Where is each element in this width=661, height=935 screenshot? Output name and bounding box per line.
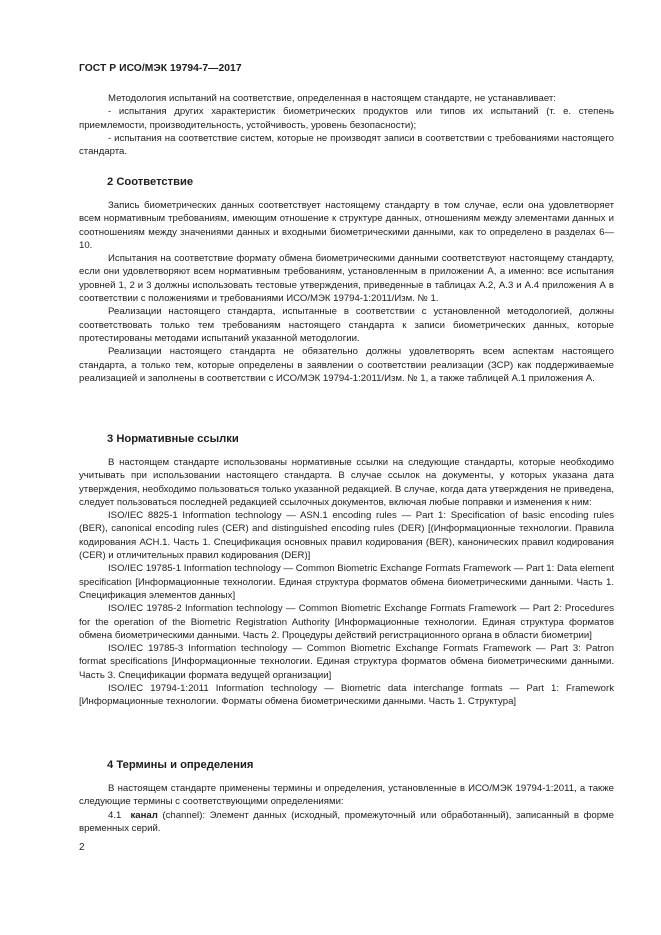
section-2-paragraph: Реализации настоящего стандарта, испытанные в соответствии с установленной методологией, должны соответствовать только тем требованиям настоящего стандарта к записи биометрических данных, которые протестированы методами испытаний указанной методологии. [79,306,614,344]
normative-reference: ISO/IEC 8825-1 Information technology — ASN.1 encoding rules — Part 1: Specification of basic encoding rules (BER), canonical encoding rules (CER) and distinguished encoding rules (DER) [(Информационные технологии. Правила кодирования АСН.1. Часть 1. Спецификация основных правил кодирования (BER), канонических правил кодирования (CER) и отличительных правил кодирования (DER)] [79,510,614,562]
intro-block [79,92,614,158]
term-name: канал [130,809,158,821]
section-2-heading: 2 Соответствие [107,176,194,188]
section-3-paragraph: В настоящем стандарте использованы нормативные ссылки на следующие стандарты, которые необходимо учитывать при использовании настоящего стандарта. В случае ссылок на документы, у которых указана дата утверждения, необходимо пользоваться только указанной редакцией. В случае, когда дата утверждения не приведена, следует пользоваться последней редакцией ссылочных документов, включая любые поправки и изменения к ним: [79,457,614,508]
page-header: ГОСТ Р ИСО/МЭК 19794-7—2017 [79,63,242,74]
section-4-heading: 4 Термины и определения [107,759,254,771]
intro-list-item: - испытания на соответствие систем, которые не производят записи в соответствии с требованиями настоящего стандарта. [79,132,614,158]
intro-list-item: - испытания других характеристик биометрических продуктов или типов их испытаний (т. е. степень приемлемости, производительность, устойчивость, уровень безопасности); [79,106,614,131]
section-2-body [79,199,614,385]
normative-reference: ISO/IEC 19785-2 Information technology — Common Biometric Exchange Formats Framework — Part 2: Procedures for the operation of the Biometric Registration Authority [Информационные технологии. Единая структура форматов обмена биометрическими данными. Часть 2. Процедуры действий регистрационного органа в области биометрии] [79,603,614,641]
section-2-paragraph: Реализации настоящего стандарта не обязательно должны удовлетворять всем аспектам настоящего стандарта, а только тем, которые определены в заявлении о соответствии реализации (ЗСР) как поддерживаемые реализацией и заполнены в соответствии с ИСО/МЭК 19794-1:2011/Изм. № 1, а также таблицей А.1 приложения А. [79,346,614,384]
intro-paragraph: Методология испытаний на соответствие, определенная в настоящем стандарте, не устанавливает: [108,93,556,104]
term-number: 4.1 [108,809,122,821]
section-2-paragraph: Испытания на соответствие формату обмена биометрическими данными соответствуют настоящему стандарту, если они удовлетворяют всем нормативным требованиям, установленным в приложении А, а именно: все испытания уровней 1, 2 и 3 должны использовать тестовые утверждения, приведенные в таблицах А.2, А.3 и А.4 приложения А в соответствии с положениями и требованиями ИСО/МЭК 19794-1:2011/Изм. № 1. [79,253,614,305]
page-number: 2 [79,842,85,853]
normative-reference: ISO/IEC 19785-3 Information technology — Common Biometric Exchange Formats Framework — Part 3: Patron format specifications [Информационные технологии. Единая структура форматов обмена биометрическими данными. Часть 3. Спецификации формата ведущей организации] [79,643,614,681]
section-4-paragraph: В настоящем стандарте применены термины и определения, установленные в ИСО/МЭК 19794-1:2011, а также следующие термины с соответствующими определениями: [79,783,614,808]
section-2-paragraph: Запись биометрических данных соответствует настоящему стандарту в том случае, если она удовлетворяет всем нормативным требованиям, имеющим отношение к структуре данных, отношениям между элементами данных и соотношениям между значениями данных и входными биометрическими данными, как то определено в разделах 6—10. [79,200,614,251]
normative-reference: ISO/IEC 19785-1 Information technology — Common Biometric Exchange Formats Framework — Part 1: Data element specification [Информационные технологии. Единая структура форматов обмена биометрическими данными. Часть 1. Спецификация элементов данных] [79,563,615,601]
term-definition: (channel): Элемент данных (исходный, промежуточный или обработанный), записанный в форме временных серий. [79,809,614,834]
section-3-heading: 3 Нормативные ссылки [107,433,239,445]
term-entry [79,809,614,836]
normative-reference: ISO/IEC 19794-1:2011 Information technology — Biometric data interchange formats — Part 1: Framework [Информационные технологии. Форматы обмена биометрическими данными. Часть 1. Структура] [79,683,614,708]
section-3-body [79,456,614,709]
section-4-body [79,782,614,835]
